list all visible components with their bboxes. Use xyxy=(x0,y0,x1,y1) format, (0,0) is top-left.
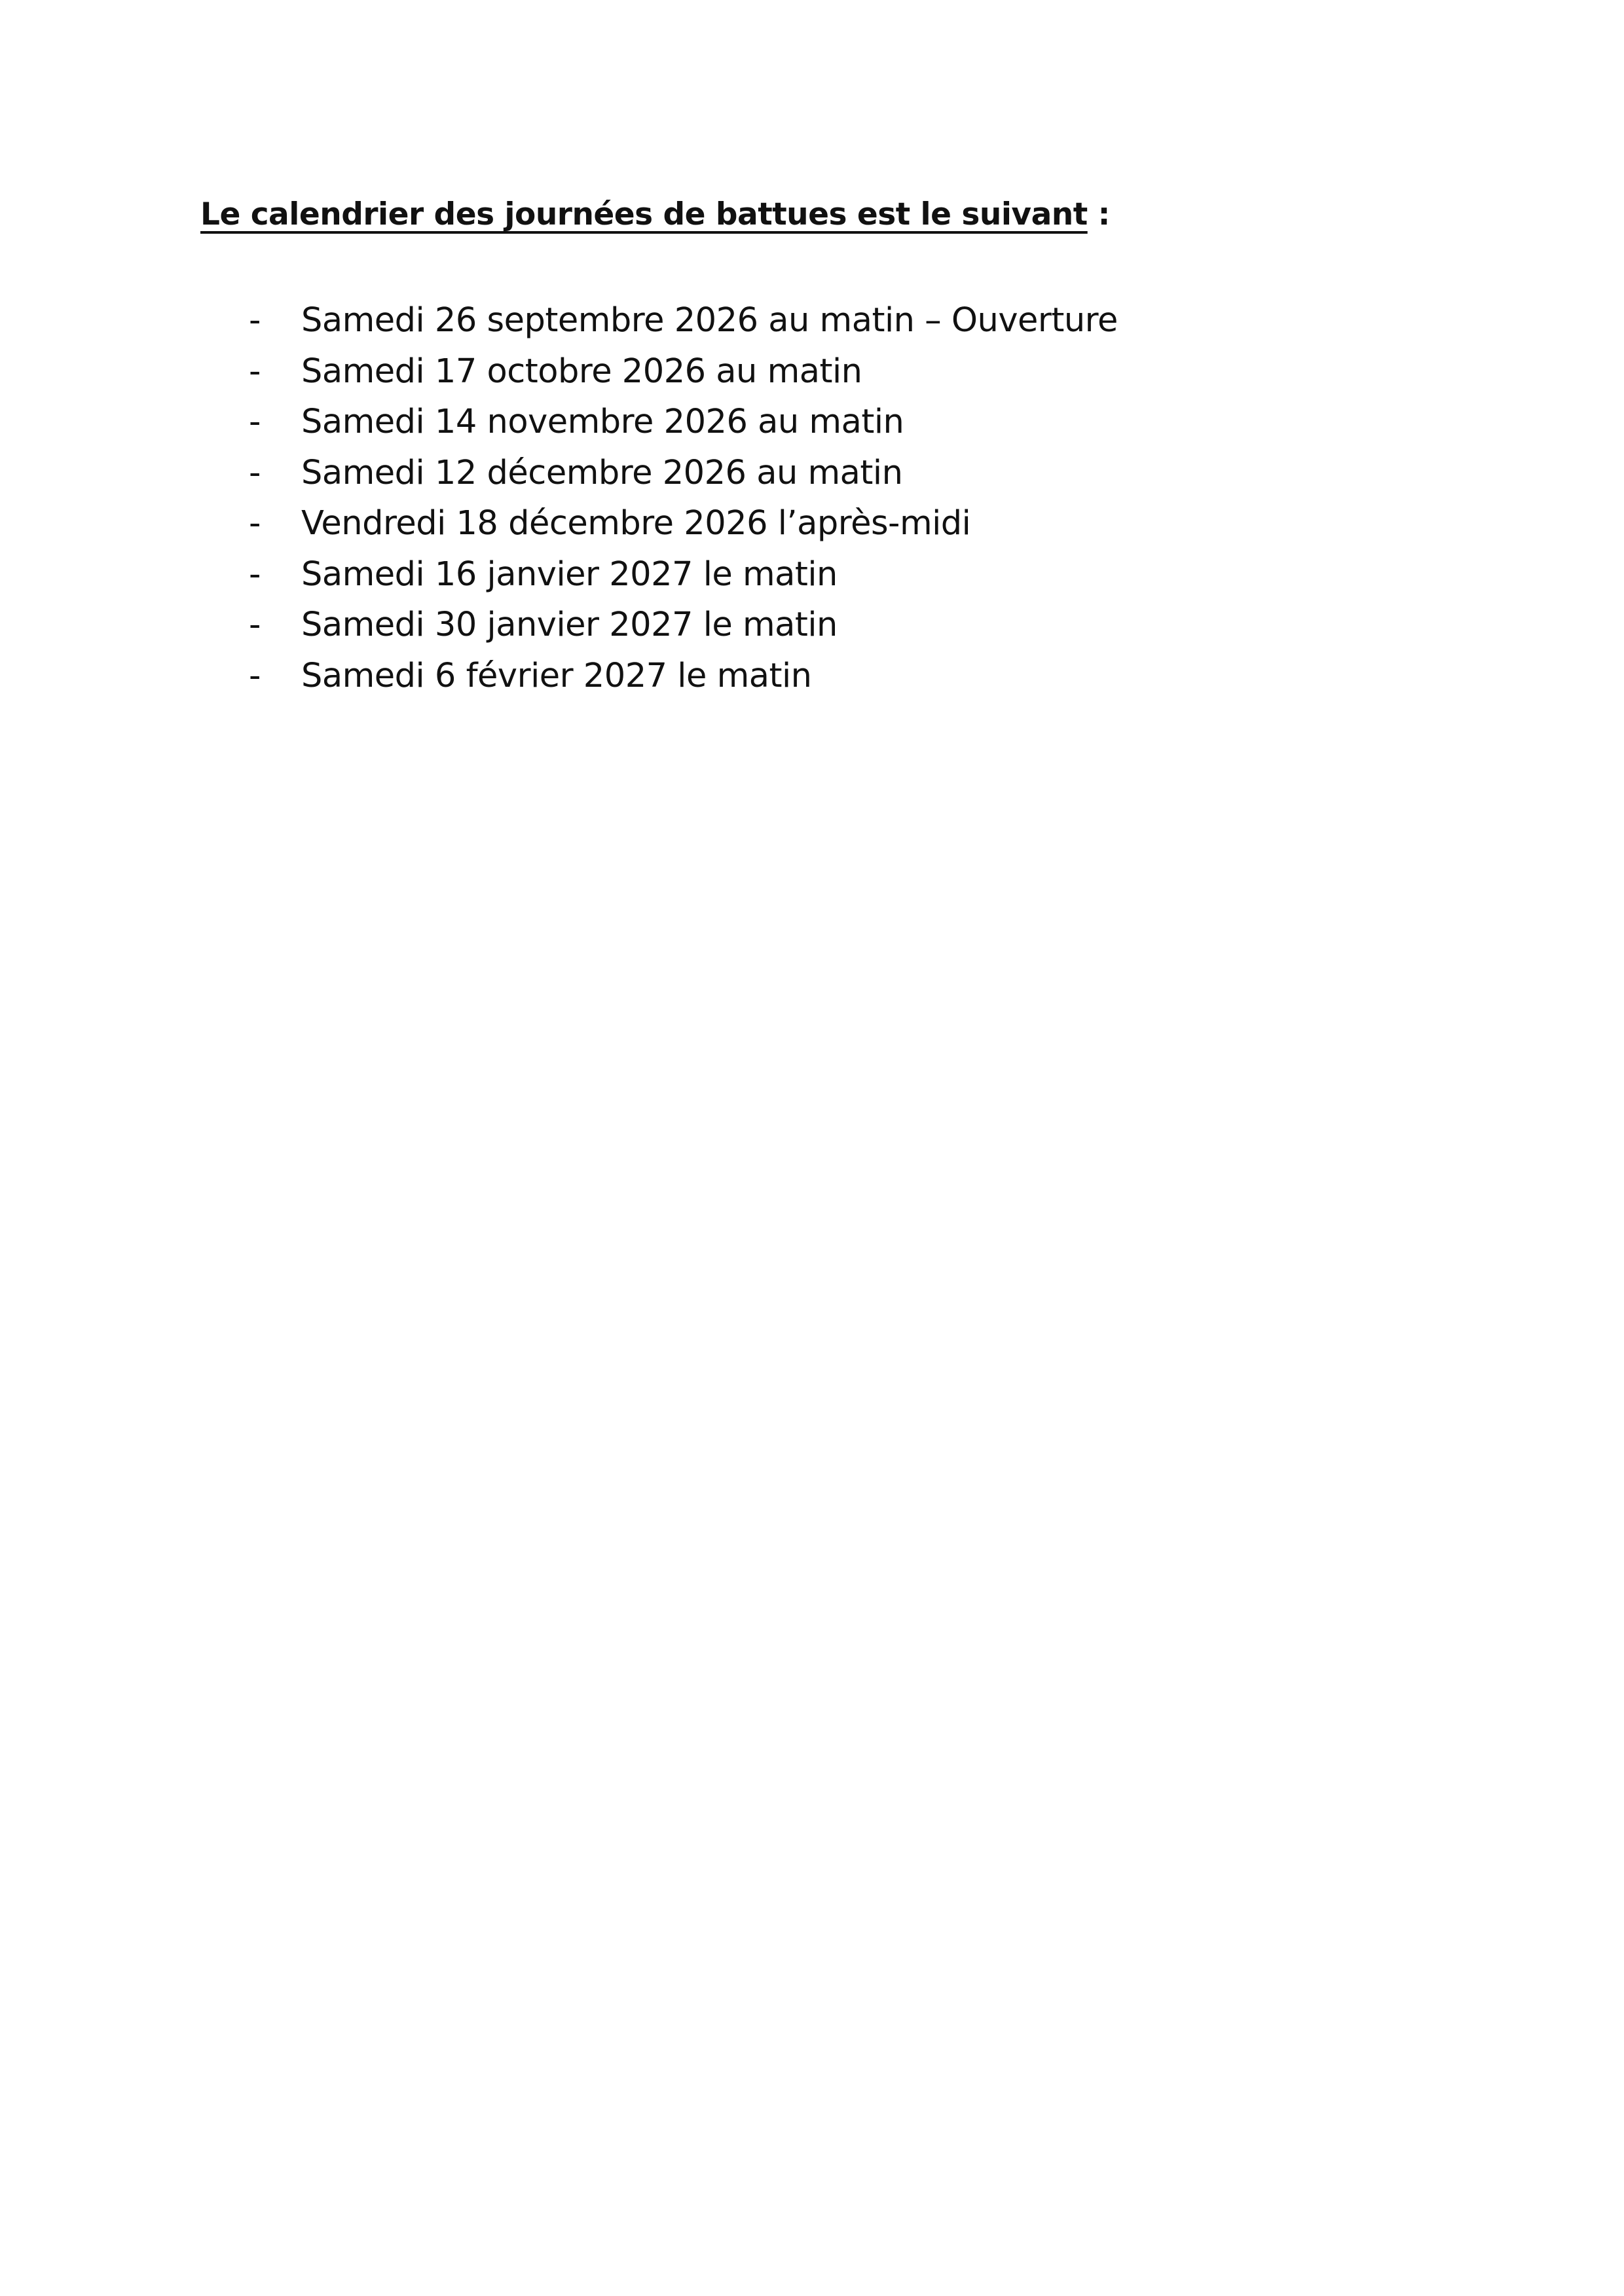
page-title-suffix: : xyxy=(1087,196,1110,232)
list-item-text: Samedi 30 janvier 2027 le matin xyxy=(301,606,838,644)
dash-bullet: - xyxy=(249,555,261,594)
page-title-text: Le calendrier des journées de battues est le suivant xyxy=(200,196,1088,232)
list-item-text: Samedi 14 novembre 2026 au matin xyxy=(301,403,904,441)
dash-bullet: - xyxy=(249,504,261,543)
page-title xyxy=(200,196,1110,232)
list-item-text: Vendredi 18 décembre 2026 l’après-midi xyxy=(301,504,971,543)
list-item-text: Samedi 12 décembre 2026 au matin xyxy=(301,453,903,492)
list-item-text: Samedi 17 octobre 2026 au matin xyxy=(301,352,862,391)
dash-bullet: - xyxy=(249,656,261,695)
dash-bullet: - xyxy=(249,606,261,644)
list-item-text: Samedi 26 septembre 2026 au matin – Ouverture xyxy=(301,301,1118,340)
dash-bullet: - xyxy=(249,301,261,340)
list-item-text: Samedi 16 janvier 2027 le matin xyxy=(301,555,838,594)
list-item-text: Samedi 6 février 2027 le matin xyxy=(301,656,812,695)
dash-bullet: - xyxy=(249,453,261,492)
dash-bullet: - xyxy=(249,352,261,391)
dash-bullet: - xyxy=(249,403,261,441)
